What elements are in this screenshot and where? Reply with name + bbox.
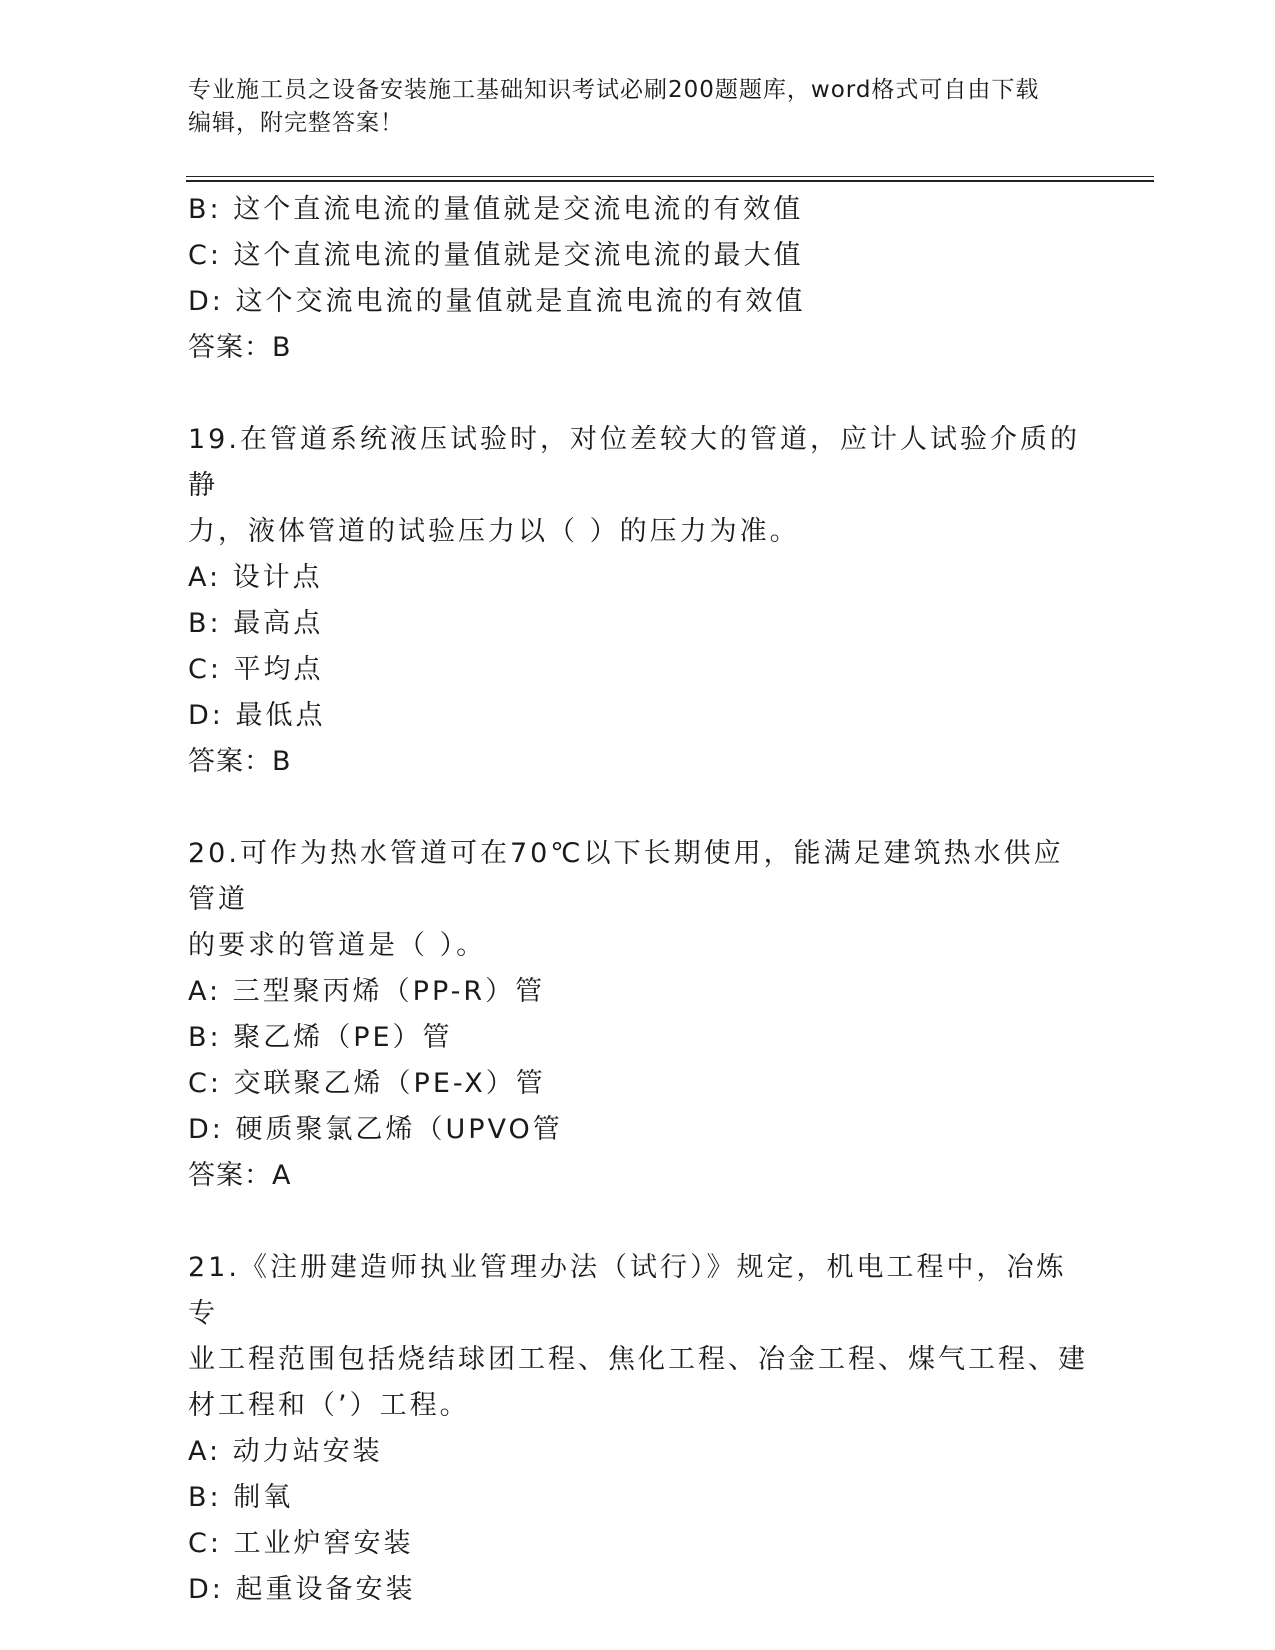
question-21 bbox=[188, 1245, 1088, 1613]
option-b: B: 这个直流电流的量值就是交流电流的有效值 bbox=[188, 194, 804, 225]
option-d: D: 硬质聚氯乙烯（UPVO管 bbox=[188, 1114, 563, 1145]
question-stem-line-3: 材工程和（’）工程。 bbox=[188, 1390, 470, 1421]
document-body bbox=[188, 187, 1088, 1613]
option-c: C: 这个直流电流的量值就是交流电流的最大值 bbox=[188, 240, 804, 271]
question-20 bbox=[188, 831, 1088, 1199]
option-a: A: 动力站安装 bbox=[188, 1436, 383, 1467]
answer-label: 答案：B bbox=[188, 746, 292, 777]
spacer bbox=[188, 371, 1088, 417]
option-c: C: 交联聚乙烯（PE-X）管 bbox=[188, 1068, 546, 1099]
option-d: D: 最低点 bbox=[188, 700, 326, 731]
question-19 bbox=[188, 417, 1088, 785]
question-stem-line-1: 21.《注册建造师执业管理办法（试行）》规定，机电工程中，冶炼专 bbox=[188, 1252, 1067, 1329]
option-c: C: 平均点 bbox=[188, 654, 324, 685]
option-d: D: 起重设备安装 bbox=[188, 1574, 416, 1605]
spacer bbox=[188, 1199, 1088, 1245]
question-stem-line-2: 力，液体管道的试验压力以（ ）的压力为准。 bbox=[188, 516, 800, 547]
option-a: A: 三型聚丙烯（PP-R）管 bbox=[188, 976, 546, 1007]
answer-label: 答案：B bbox=[188, 332, 292, 363]
question-stem-line-1: 19.在管道系统液压试验时，对位差较大的管道，应计人试验介质的静 bbox=[188, 424, 1080, 501]
answer-label: 答案：A bbox=[188, 1160, 292, 1191]
option-c: C: 工业炉窖安装 bbox=[188, 1528, 414, 1559]
option-b: B: 最高点 bbox=[188, 608, 324, 639]
header-line-1: 专业施工员之设备安装施工基础知识考试必刷200题题库，word格式可自由下载 bbox=[188, 77, 1040, 103]
option-b: B: 制氧 bbox=[188, 1482, 294, 1513]
option-b: B: 聚乙烯（PE）管 bbox=[188, 1022, 453, 1053]
option-a: A: 设计点 bbox=[188, 562, 323, 593]
spacer bbox=[188, 785, 1088, 831]
question-stem-line-2: 业工程范围包括烧结球团工程、焦化工程、冶金工程、煤气工程、建 bbox=[188, 1344, 1088, 1375]
question-18 bbox=[188, 187, 1088, 371]
header-divider-thin bbox=[186, 176, 1154, 177]
header-divider-thick bbox=[186, 180, 1154, 182]
document-header bbox=[188, 74, 1088, 140]
option-d: D: 这个交流电流的量值就是直流电流的有效值 bbox=[188, 286, 806, 317]
header-line-2: 编辑，附完整答案！ bbox=[188, 110, 404, 136]
question-stem-line-2: 的要求的管道是（ ）。 bbox=[188, 930, 487, 961]
question-stem-line-1: 20.可作为热水管道可在70℃以下长期使用，能满足建筑热水供应管道 bbox=[188, 838, 1064, 915]
